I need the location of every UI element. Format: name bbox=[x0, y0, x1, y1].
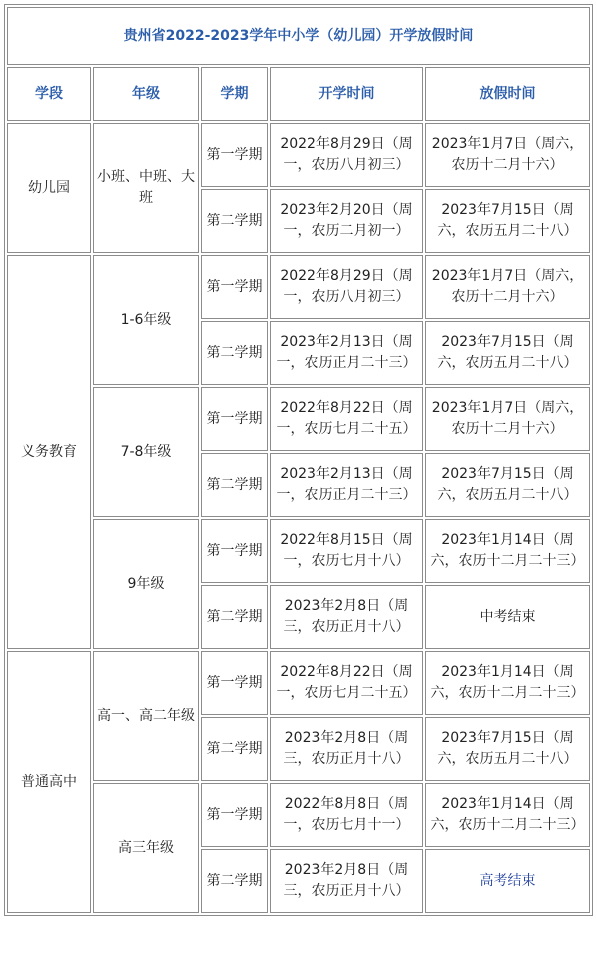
start-cell: 2022年8月29日（周一，农历八月初三） bbox=[270, 255, 423, 319]
end-cell: 2023年7月15日（周六，农历五月二十八） bbox=[425, 453, 590, 517]
end-cell: 2023年1月7日（周六，农历十二月十六） bbox=[425, 387, 590, 451]
grade-cell: 高一、高二年级 bbox=[93, 651, 199, 781]
term-cell: 第二学期 bbox=[201, 189, 268, 253]
term-cell: 第一学期 bbox=[201, 387, 268, 451]
term-cell: 第二学期 bbox=[201, 585, 268, 649]
start-cell: 2023年2月8日（周三，农历正月十八） bbox=[270, 585, 423, 649]
table-row bbox=[7, 519, 590, 583]
header-stage: 学段 bbox=[7, 67, 91, 121]
grade-cell: 小班、中班、大班 bbox=[93, 123, 199, 253]
start-cell: 2023年2月13日（周一，农历正月二十三） bbox=[270, 453, 423, 517]
stage-cell: 普通高中 bbox=[7, 651, 91, 913]
term-cell: 第二学期 bbox=[201, 849, 268, 913]
table-row bbox=[7, 651, 590, 715]
grade-cell: 1-6年级 bbox=[93, 255, 199, 385]
table-title: 贵州省2022-2023学年中小学（幼儿园）开学放假时间 bbox=[7, 7, 590, 65]
end-cell: 2023年1月14日（周六，农历十二月二十三） bbox=[425, 519, 590, 583]
end-cell: 2023年1月14日（周六，农历十二月二十三） bbox=[425, 783, 590, 847]
end-cell: 2023年7月15日（周六，农历五月二十八） bbox=[425, 717, 590, 781]
start-cell: 2023年2月13日（周一，农历正月二十三） bbox=[270, 321, 423, 385]
term-cell: 第二学期 bbox=[201, 321, 268, 385]
term-cell: 第二学期 bbox=[201, 717, 268, 781]
table-row bbox=[7, 783, 590, 847]
end-cell: 2023年7月15日（周六，农历五月二十八） bbox=[425, 321, 590, 385]
start-cell: 2022年8月22日（周一，农历七月二十五） bbox=[270, 387, 423, 451]
grade-cell: 9年级 bbox=[93, 519, 199, 649]
start-cell: 2022年8月8日（周一，农历七月十一） bbox=[270, 783, 423, 847]
start-cell: 2023年2月8日（周三，农历正月十八） bbox=[270, 717, 423, 781]
start-cell: 2022年8月29日（周一，农历八月初三） bbox=[270, 123, 423, 187]
term-cell: 第二学期 bbox=[201, 453, 268, 517]
term-cell: 第一学期 bbox=[201, 255, 268, 319]
schedule-table bbox=[4, 4, 593, 916]
start-cell: 2022年8月15日（周一，农历七月十八） bbox=[270, 519, 423, 583]
end-cell: 2023年1月14日（周六，农历十二月二十三） bbox=[425, 651, 590, 715]
stage-cell: 义务教育 bbox=[7, 255, 91, 649]
table-row bbox=[7, 123, 590, 187]
header-term: 学期 bbox=[201, 67, 268, 121]
table-row bbox=[7, 255, 590, 319]
end-cell: 中考结束 bbox=[425, 585, 590, 649]
start-cell: 2023年2月20日（周一，农历二月初一） bbox=[270, 189, 423, 253]
end-cell: 2023年7月15日（周六，农历五月二十八） bbox=[425, 189, 590, 253]
term-cell: 第一学期 bbox=[201, 783, 268, 847]
grade-cell: 高三年级 bbox=[93, 783, 199, 913]
header-start: 开学时间 bbox=[270, 67, 423, 121]
term-cell: 第一学期 bbox=[201, 519, 268, 583]
start-cell: 2023年2月8日（周三，农历正月十八） bbox=[270, 849, 423, 913]
table-row bbox=[7, 387, 590, 451]
header-grade: 年级 bbox=[93, 67, 199, 121]
end-cell-link[interactable]: 高考结束 bbox=[425, 849, 590, 913]
header-end: 放假时间 bbox=[425, 67, 590, 121]
term-cell: 第一学期 bbox=[201, 123, 268, 187]
term-cell: 第一学期 bbox=[201, 651, 268, 715]
start-cell: 2022年8月22日（周一，农历七月二十五） bbox=[270, 651, 423, 715]
grade-cell: 7-8年级 bbox=[93, 387, 199, 517]
end-cell: 2023年1月7日（周六，农历十二月十六） bbox=[425, 123, 590, 187]
end-cell: 2023年1月7日（周六，农历十二月十六） bbox=[425, 255, 590, 319]
stage-cell: 幼儿园 bbox=[7, 123, 91, 253]
